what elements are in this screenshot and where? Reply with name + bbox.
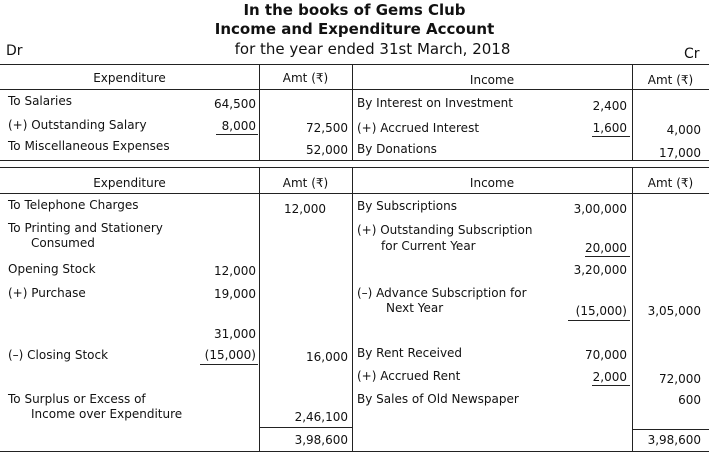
old-newspaper-amt: 600: [678, 393, 701, 407]
book-title: In the books of Gems Club: [243, 1, 466, 19]
top-table-border-bottom: [0, 160, 709, 161]
bottom-col-divider-1: [259, 167, 260, 452]
bottom-table-header-rule: [0, 193, 709, 194]
dr-label: Dr: [6, 43, 23, 59]
bottom-col-divider-3: [632, 167, 633, 452]
accrued-rent-underline: [592, 385, 630, 386]
advance-sub-label-line2: Next Year: [386, 301, 444, 315]
surplus-amt: 2,46,100: [294, 410, 348, 424]
bottom-left-amt-header: Amt (₹): [282, 176, 329, 190]
subscriptions-label: By Subscriptions: [357, 199, 457, 213]
donations-amt: 17,000: [659, 146, 701, 160]
top-income-header: Income: [469, 73, 515, 87]
bottom-income-header: Income: [469, 176, 515, 190]
period-title: for the year ended 31st March, 2018: [234, 40, 511, 58]
advance-sub-underline: [568, 320, 630, 321]
rent-received-label: By Rent Received: [357, 346, 463, 360]
purchase-sub: 19,000: [214, 287, 256, 301]
purchase-label: (+) Purchase: [8, 286, 86, 300]
opening-stock-sub: 12,000: [214, 264, 256, 278]
subscriptions-sub: 3,00,000: [573, 202, 627, 216]
top-left-amt-header: Amt (₹): [282, 71, 329, 85]
right-total-rule: [632, 429, 709, 430]
outstanding-sub-label-line1: (+) Outstanding Subscription: [357, 223, 533, 237]
left-grand-total: 3,98,600: [294, 433, 348, 447]
rent-total-amt: 72,000: [659, 372, 701, 386]
accrued-rent-label: (+) Accrued Rent: [357, 369, 461, 383]
outstanding-salary-sub: 8,000: [221, 119, 256, 133]
old-newspaper-label: By Sales of Old Newspaper: [357, 392, 519, 406]
right-grand-total: 3,98,600: [647, 433, 701, 447]
outstanding-salary-label: (+) Outstanding Salary: [8, 118, 147, 132]
telephone-charges-amt: 12,000: [284, 202, 326, 216]
rent-received-sub: 70,000: [585, 348, 627, 362]
opening-stock-label: Opening Stock: [8, 262, 96, 276]
misc-expenses-label: To Miscellaneous Expenses: [8, 139, 170, 153]
salary-total-amt: 72,500: [306, 121, 348, 135]
closing-stock-underline: [200, 364, 258, 365]
outstanding-sub-label-line2: for Current Year: [381, 239, 476, 253]
bottom-col-divider-2: [352, 167, 353, 452]
printing-label-line1: To Printing and Stationery: [8, 221, 163, 235]
advance-sub-sub: (15,000): [575, 304, 627, 318]
outstanding-sub-underline: [585, 256, 630, 257]
top-table-header-rule: [0, 89, 709, 90]
bottom-right-amt-header: Amt (₹): [647, 176, 694, 190]
misc-expenses-amt: 52,000: [306, 143, 348, 157]
subscription-subtotal: 3,20,000: [573, 263, 627, 277]
bottom-table-border-top: [0, 167, 709, 168]
closing-stock-label: (–) Closing Stock: [8, 348, 109, 362]
outstanding-sub-sub: 20,000: [585, 241, 627, 255]
outstanding-salary-underline: [216, 134, 258, 135]
surplus-label-line1: To Surplus or Excess of: [8, 392, 146, 406]
telephone-charges-label: To Telephone Charges: [8, 198, 139, 212]
interest-investment-label: By Interest on Investment: [357, 96, 513, 110]
closing-stock-sub: (15,000): [204, 348, 256, 362]
cr-label: Cr: [684, 46, 700, 62]
account-title: Income and Expenditure Account: [214, 20, 495, 38]
left-total-rule: [259, 427, 353, 428]
accrued-rent-sub: 2,000: [592, 370, 627, 384]
salaries-sub: 64,500: [214, 97, 256, 111]
top-right-amt-header: Amt (₹): [647, 73, 694, 87]
printing-label-line2: Consumed: [31, 236, 95, 250]
top-expenditure-header: Expenditure: [93, 71, 166, 85]
subscriptions-net-amt: 3,05,000: [647, 304, 701, 318]
stock-consumed-amt: 16,000: [306, 350, 348, 364]
bottom-table-border-bottom: [0, 451, 709, 452]
surplus-label-line2: Income over Expenditure: [31, 407, 183, 421]
stock-total-sub: 31,000: [214, 327, 256, 341]
accrued-interest-underline: [592, 136, 630, 137]
bottom-expenditure-header: Expenditure: [93, 176, 166, 190]
donations-label: By Donations: [357, 142, 437, 156]
interest-total-amt: 4,000: [666, 123, 701, 137]
interest-investment-sub: 2,400: [592, 99, 627, 113]
top-table-border-top: [0, 64, 709, 65]
advance-sub-label-line1: (–) Advance Subscription for: [357, 286, 527, 300]
salaries-label: To Salaries: [8, 94, 73, 108]
accrued-interest-label: (+) Accrued Interest: [357, 121, 480, 135]
accrued-interest-sub: 1,600: [592, 121, 627, 135]
